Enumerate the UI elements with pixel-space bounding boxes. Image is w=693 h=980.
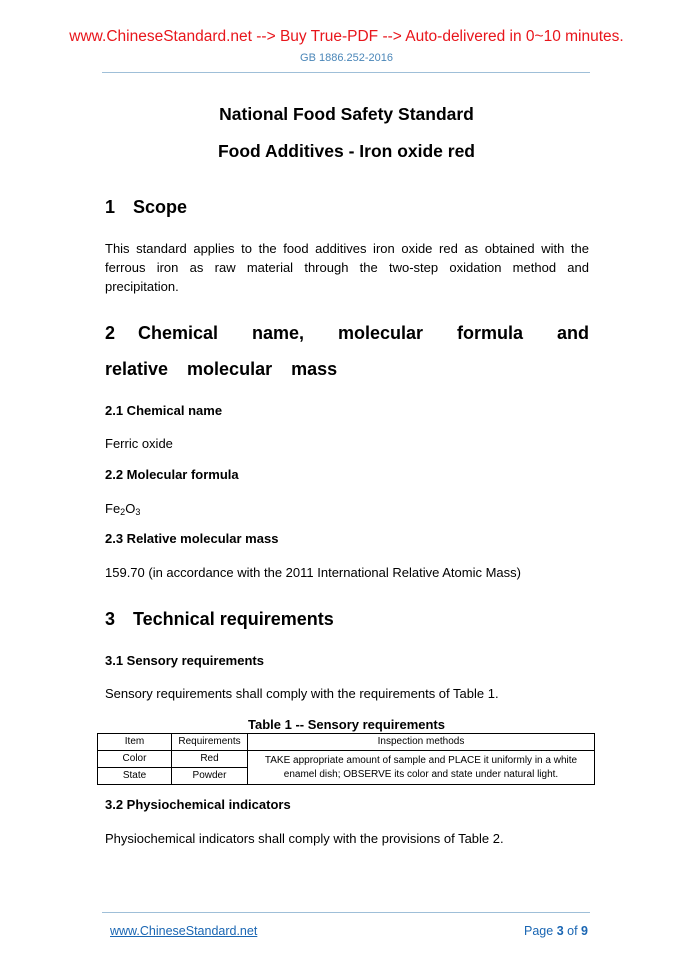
- subsection-2-2-heading: 2.2 Molecular formula: [105, 467, 239, 482]
- formula-o: O: [125, 501, 136, 516]
- formula-o-subscript: 3: [135, 507, 141, 517]
- table-header-cell: Item: [98, 734, 172, 751]
- section-number: 1: [105, 197, 116, 217]
- section-number: 2: [105, 323, 116, 343]
- inspection-method-cell: TAKE appropriate amount of sample and PLACE it uniformly in a white enamel dish; OBSERVE its color and state under natural light.: [248, 751, 595, 785]
- section-2-heading: [105, 315, 589, 387]
- section-1-body: This standard applies to the food additives iron oxide red as obtained with the ferrous iron as raw material through the two-step oxidation method and precipitation.: [105, 241, 589, 294]
- standard-code: GB 1886.252-2016: [300, 52, 393, 64]
- sensory-requirements-body: Sensory requirements shall comply with the requirements of Table 1.: [105, 686, 499, 701]
- section-title: Technical requirements: [133, 609, 334, 629]
- section-title: Scope: [133, 197, 188, 217]
- section-3-heading: [105, 609, 334, 630]
- formula-fe-subscript: 2: [120, 507, 126, 517]
- formula-fe: Fe: [105, 501, 121, 516]
- page-total: 9: [581, 924, 588, 938]
- table-header-row: [98, 734, 595, 751]
- chemical-name-value: Ferric oxide: [105, 436, 173, 451]
- table-header-cell: Inspection methods: [248, 734, 595, 751]
- subsection-3-1-heading: 3.1 Sensory requirements: [105, 653, 264, 668]
- molecular-mass-value: 159.70 (in accordance with the 2011 International Relative Atomic Mass): [105, 565, 521, 580]
- subsection-2-3-heading: 2.3 Relative molecular mass: [105, 531, 279, 546]
- table-cell: Powder: [172, 768, 248, 785]
- page-current: 3: [556, 924, 564, 938]
- page-word: Page: [524, 924, 554, 938]
- promo-banner[interactable]: www.ChineseStandard.net --> Buy True-PDF --> Auto-delivered in 0~10 minutes.: [69, 28, 624, 45]
- header-divider: [102, 72, 590, 73]
- page-indicator: [524, 924, 588, 938]
- section-title: Chemical name, molecular formula and relative molecular mass: [105, 323, 589, 379]
- page-of: of: [567, 924, 578, 938]
- subsection-2-1-heading: 2.1 Chemical name: [105, 403, 223, 418]
- molecular-formula-value: [105, 499, 589, 518]
- table-cell: State: [98, 768, 172, 785]
- table-row: [98, 751, 595, 768]
- footer-divider: [102, 912, 590, 913]
- physiochemical-body: Physiochemical indicators shall comply with the provisions of Table 2.: [105, 831, 504, 846]
- section-number: 3: [105, 609, 116, 629]
- table-cell: Red: [172, 751, 248, 768]
- subsection-3-2-heading: 3.2 Physiochemical indicators: [105, 797, 291, 812]
- footer-site-link[interactable]: www.ChineseStandard.net: [110, 924, 258, 938]
- document-subtitle: Food Additives - Iron oxide red: [217, 141, 475, 161]
- section-1-heading: [105, 197, 187, 218]
- table-cell: Color: [98, 751, 172, 768]
- table-header-cell: Requirements: [172, 734, 248, 751]
- sensory-requirements-table: [97, 733, 595, 785]
- table-1-caption: Table 1 -- Sensory requirements: [248, 717, 445, 732]
- document-title: National Food Safety Standard: [219, 104, 474, 124]
